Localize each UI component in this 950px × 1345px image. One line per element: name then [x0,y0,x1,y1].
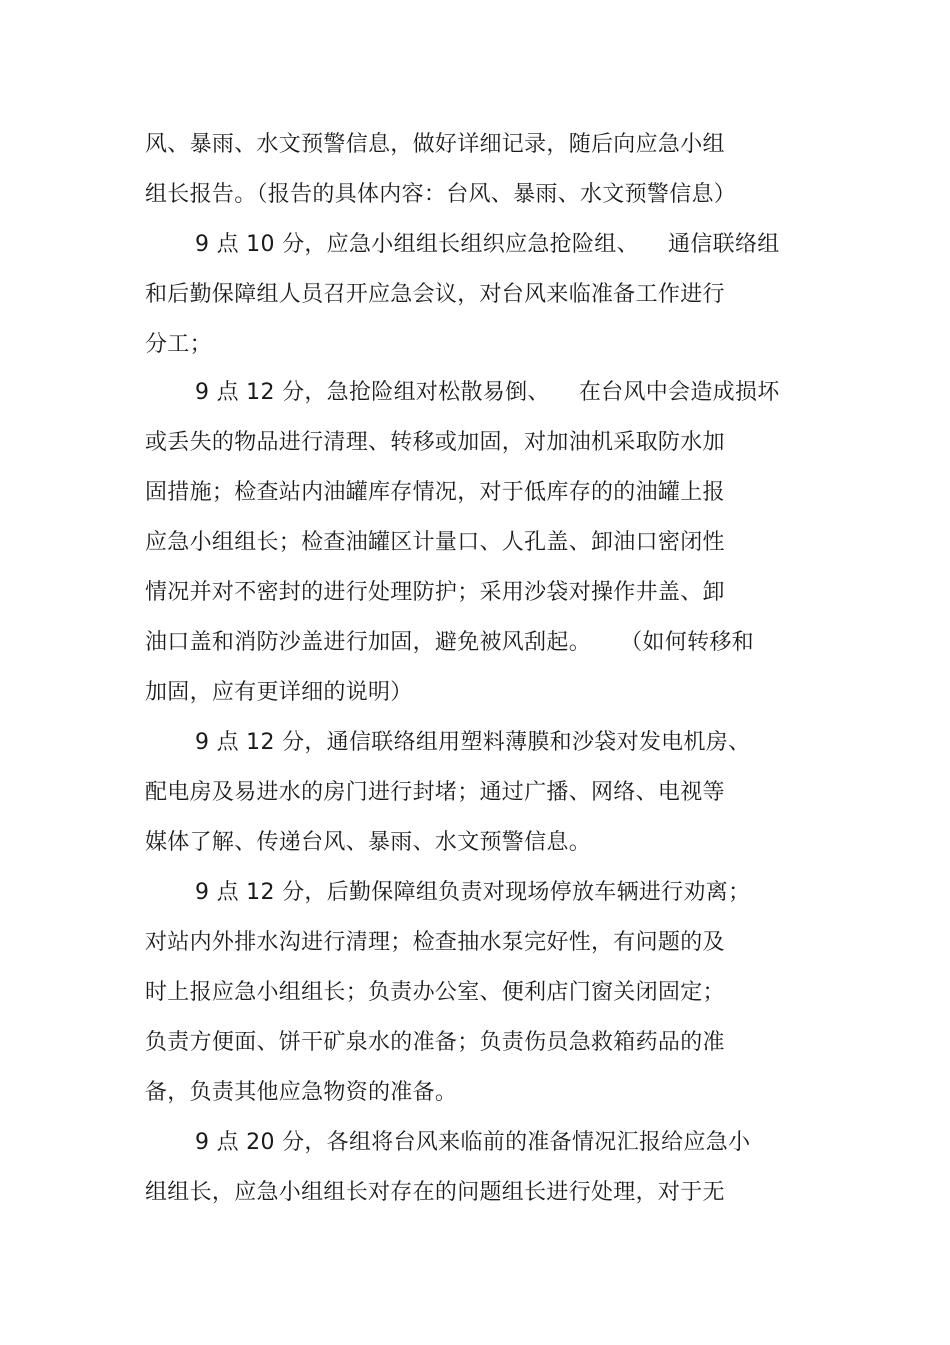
paragraph-start-line: 9 点 20 分，各组将台风来临前的准备情况汇报给应急小 [195,1130,751,1155]
text-line: 或丢失的物品进行清理、转移或加固，对加油机采取防水加 [145,430,725,455]
text-line: 配电房及易进水的房门进行封堵；通过广播、网络、电视等 [145,780,725,805]
text-line: 时上报应急小组组长；负责办公室、便利店门窗关闭固定； [145,980,725,1005]
paragraph-start-line: 9 点 10 分，应急小组组长组织应急抢险组、 通信联络组 [195,232,780,257]
text-line: 媒体了解、传递台风、暴雨、水文预警信息。 [145,830,592,855]
text-line: 油口盖和消防沙盖进行加固，避免被风刮起。 （如何转移和 [145,630,754,655]
text-line: 对站内外排水沟进行清理；检查抽水泵完好性，有问题的及 [145,930,725,955]
paragraph-start-line: 9 点 12 分，后勤保障组负责对现场停放车辆进行劝离； [195,880,751,905]
text-line: 组组长，应急小组组长对存在的问题组长进行处理，对于无 [145,1180,725,1205]
text-line: 组长报告。（报告的具体内容：台风、暴雨、水文预警信息） [145,182,737,207]
text-line: 分工； [145,332,212,357]
text-line: 加固，应有更详细的说明） [145,680,413,705]
text-line: 固措施；检查站内油罐库存情况，对于低库存的的油罐上报 [145,480,725,505]
text-line: 风、暴雨、水文预警信息，做好详细记录，随后向应急小组 [145,132,725,157]
text-line: 应急小组组长；检查油罐区计量口、人孔盖、卸油口密闭性 [145,530,725,555]
text-line: 和后勤保障组人员召开应急会议，对台风来临准备工作进行 [145,282,725,307]
text-line: 情况并对不密封的进行处理防护；采用沙袋对操作井盖、卸 [145,580,725,605]
paragraph-start-line: 9 点 12 分，通信联络组用塑料薄膜和沙袋对发电机房、 [195,730,751,755]
text-line: 备，负责其他应急物资的准备。 [145,1080,458,1105]
paragraph-start-line: 9 点 12 分，急抢险组对松散易倒、 在台风中会造成损坏 [195,380,780,405]
text-line: 负责方便面、饼干矿泉水的准备；负责伤员急救箱药品的准 [145,1030,725,1055]
